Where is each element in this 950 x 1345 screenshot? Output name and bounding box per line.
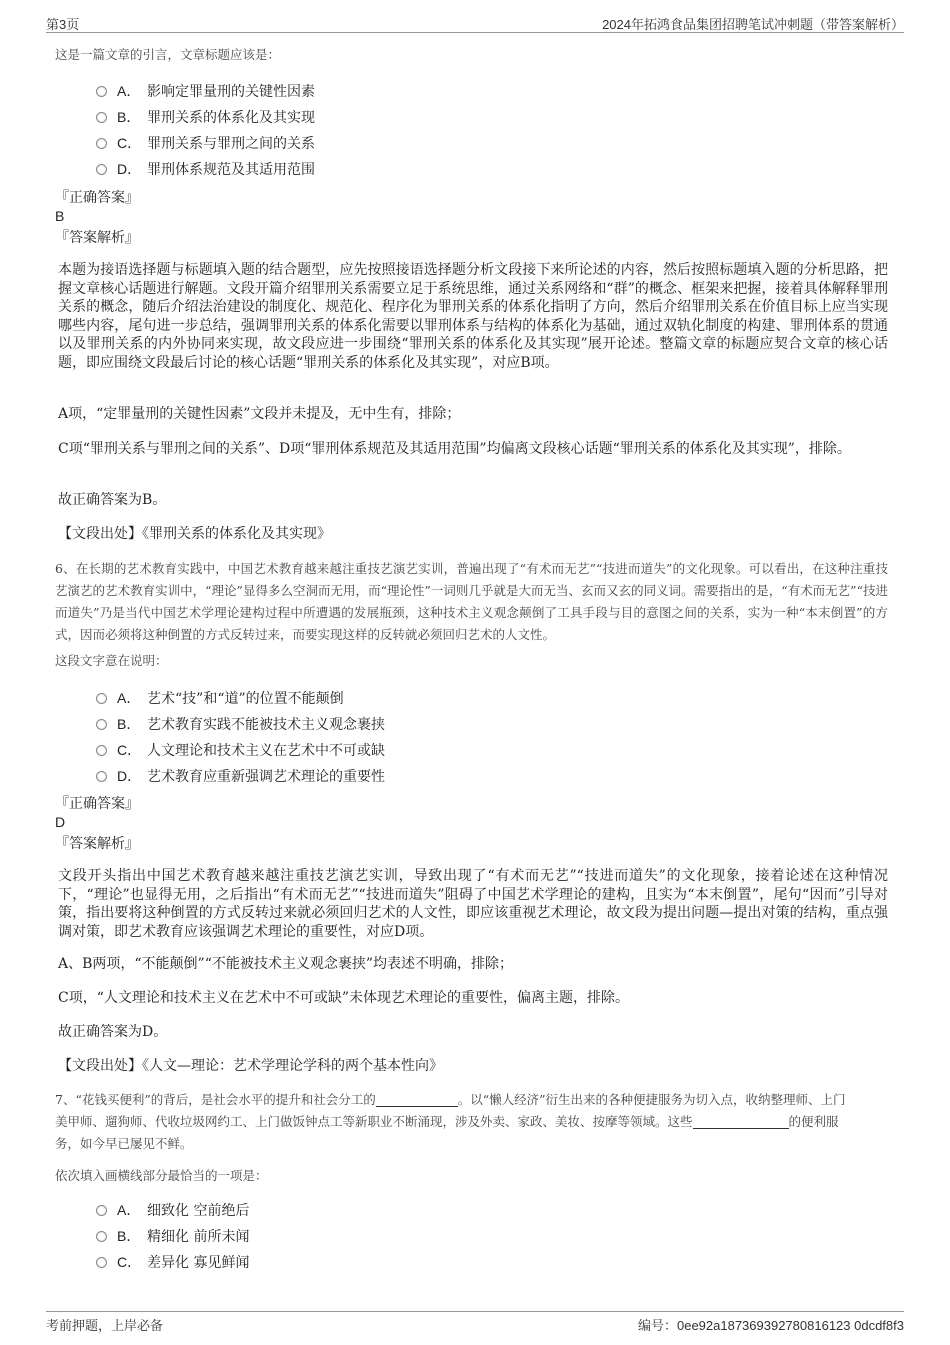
q7-option-c[interactable]: C． 差异化 寡见鲜闻 <box>96 1250 249 1274</box>
radio-icon[interactable] <box>96 745 107 756</box>
q6-stem: 6、在长期的艺术教育实践中，中国艺术教育越来越注重技艺演艺实训，普遍出现了“有术而无艺”“技进而道失”的文化现象。可以看出，在这种注重技艺演艺的艺术教育实训中，“理论”显得多么空洞而无用，而“理论性”一词则几乎就是大而无当、玄而又玄的同义词。需要指出的是，“有术而无艺”“技进而道失”乃是当代中国艺术学理论建构过程中所遭遇的发展瓶颈，这种技术主义观念颠倒了工具手段与目的意图之间的关系，实为一种“本末倒置”的方式，因而必须将这种倒置的方式反转过来，而要实现这样的反转就必须回归艺术的人文性。 <box>55 561 888 642</box>
page-number: 第3页 <box>46 17 80 32</box>
q5-analysis-a: A项，“定罪量刑的关键性因素”文段并未提及，无中生有，排除； <box>58 406 461 422</box>
document-code: 编号：0ee92a187369392780816123 0dcdf8f3 <box>637 1318 904 1333</box>
q6-prompt: 这段文字意在说明： <box>55 653 168 668</box>
fill-blank-2[interactable] <box>693 1116 789 1129</box>
q6-answer-label: 『正确答案』 <box>55 796 139 812</box>
q7-prompt: 依次填入画横线部分最恰当的一项是： <box>55 1168 268 1183</box>
radio-icon[interactable] <box>96 693 107 704</box>
radio-icon[interactable] <box>96 1205 107 1216</box>
q5-analysis-label: 『答案解析』 <box>55 230 139 246</box>
q5-option-c[interactable]: C． 罪刑关系与罪刑之间的关系 <box>96 131 315 155</box>
q5-option-d[interactable]: D． 罪刑体系规范及其适用范围 <box>96 157 315 181</box>
q6-conclusion: 故正确答案为D。 <box>58 1024 168 1040</box>
q5-answer-label: 『正确答案』 <box>55 190 139 206</box>
q6-source: 【文段出处】《人文—理论：艺术学理论学科的两个基本性向》 <box>58 1058 443 1074</box>
radio-icon[interactable] <box>96 1231 107 1242</box>
q6-analysis-label: 『答案解析』 <box>55 836 139 852</box>
page-footer <box>46 1311 904 1336</box>
q6-analysis-paragraph: 文段开头指出中国艺术教育越来越注重技艺演艺实训，导致出现了“有术而无艺”“技进而道失”的文化现象，接着论述在这种情况下，“理论”也显得无用，之后指出“有术而无艺”“技进而道失”阻碍了中国艺术学理论的建构，且实为“本末倒置”，尾句“因而”引导对策，指出要将这种倒置的方式反转过来就必须回归艺术的人文性，即应该重视艺术理论，故文段为提出问题—提出对策的结构，重点强调对策，即艺术教育应该强调艺术理论的重要性，对应D项。 <box>58 868 888 940</box>
q6-option-b[interactable]: B． 艺术教育实践不能被技术主义观念裹挟 <box>96 712 385 736</box>
q6-analysis-c: C项，“人文理论和技术主义在艺术中不可或缺”未体现艺术理论的重要性，偏离主题，排除。 <box>58 990 630 1006</box>
q5-analysis-paragraph: 本题为接语选择题与标题填入题的结合题型，应先按照接语选择题分析文段接下来所论述的内容，然后按照标题填入题的分析思路，把握文章核心话题进行解题。文段开篇介绍罪刑关系需要立足于系统思维，通过关系网络和“群”的概念、框架来把握，接着具体解释罪刑关系的概念，随后介绍法治建设的制度化、规范化、程序化为罪刑关系的体系化指明了方向，然后介绍罪刑关系在价值目标上应当实现哪些内容，尾句进一步总结，强调罪刑关系的体系化需要以罪刑体系与结构的体系化为基础，通过双轨化制度的构建、罪刑体系的贯通以及罪刑关系的内外协同来实现，故文段应进一步围绕“罪刑关系的体系化及其实现”展开论述。整篇文章的标题应契合文章的核心话题，即应围绕文段最后讨论的核心话题“罪刑关系的体系化及其实现”，对应B项。 <box>58 262 888 371</box>
radio-icon[interactable] <box>96 138 107 149</box>
q6-option-d[interactable]: D． 艺术教育应重新强调艺术理论的重要性 <box>96 764 385 788</box>
q7-option-b[interactable]: B． 精细化 前所未闻 <box>96 1224 249 1248</box>
q6-answer: D <box>55 814 66 830</box>
radio-icon[interactable] <box>96 1257 107 1268</box>
q5-answer: B <box>55 208 65 224</box>
q5-analysis-cd: C项“罪刑关系与罪刑之间的关系”、D项“罪刑体系规范及其适用范围”均偏离文段核心话题“罪刑关系的体系化及其实现”，排除。 <box>58 441 851 457</box>
q5-conclusion: 故正确答案为B。 <box>58 492 167 508</box>
q5-option-a[interactable]: A． 影响定罪量刑的关键性因素 <box>96 79 315 103</box>
radio-icon[interactable] <box>96 771 107 782</box>
q6-option-a[interactable]: A． 艺术“技”和“道”的位置不能颠倒 <box>96 686 344 710</box>
q5-option-b[interactable]: B． 罪刑关系的体系化及其实现 <box>96 105 315 129</box>
page-header <box>46 10 904 33</box>
q5-source: 【文段出处】《罪刑关系的体系化及其实现》 <box>58 526 331 542</box>
radio-icon[interactable] <box>96 719 107 730</box>
q7-option-a[interactable]: A． 细致化 空前绝后 <box>96 1198 249 1222</box>
document-title: 2024年拓鸿食品集团招聘笔试冲刺题（带答案解析） <box>602 17 904 32</box>
q6-option-c[interactable]: C． 人文理论和技术主义在艺术中不可或缺 <box>96 738 385 762</box>
q6-analysis-ab: A、B两项，“不能颠倒”“不能被技术主义观念裹挟”均表述不明确，排除； <box>58 956 514 972</box>
radio-icon[interactable] <box>96 86 107 97</box>
fill-blank-1[interactable] <box>376 1094 458 1107</box>
radio-icon[interactable] <box>96 164 107 175</box>
radio-icon[interactable] <box>96 112 107 123</box>
q7-stem: 7、“花钱买便利”的背后，是社会水平的提升和社会分工的 。以“懒人经济”衍生出来的各种便捷服务为切入点，收纳整理师、上门 美甲师、遛狗师、代收垃圾网约工、上门做饭钟点工等新职业不断涌现，涉及外卖、家政、美妆、按摩等领域。这些 的便利服 务，如今早已屡见不鲜。 <box>55 1092 846 1151</box>
footer-slogan: 考前押题，上岸必备 <box>46 1318 164 1333</box>
q5-prompt: 这是一篇文章的引言，文章标题应该是： <box>55 47 281 62</box>
